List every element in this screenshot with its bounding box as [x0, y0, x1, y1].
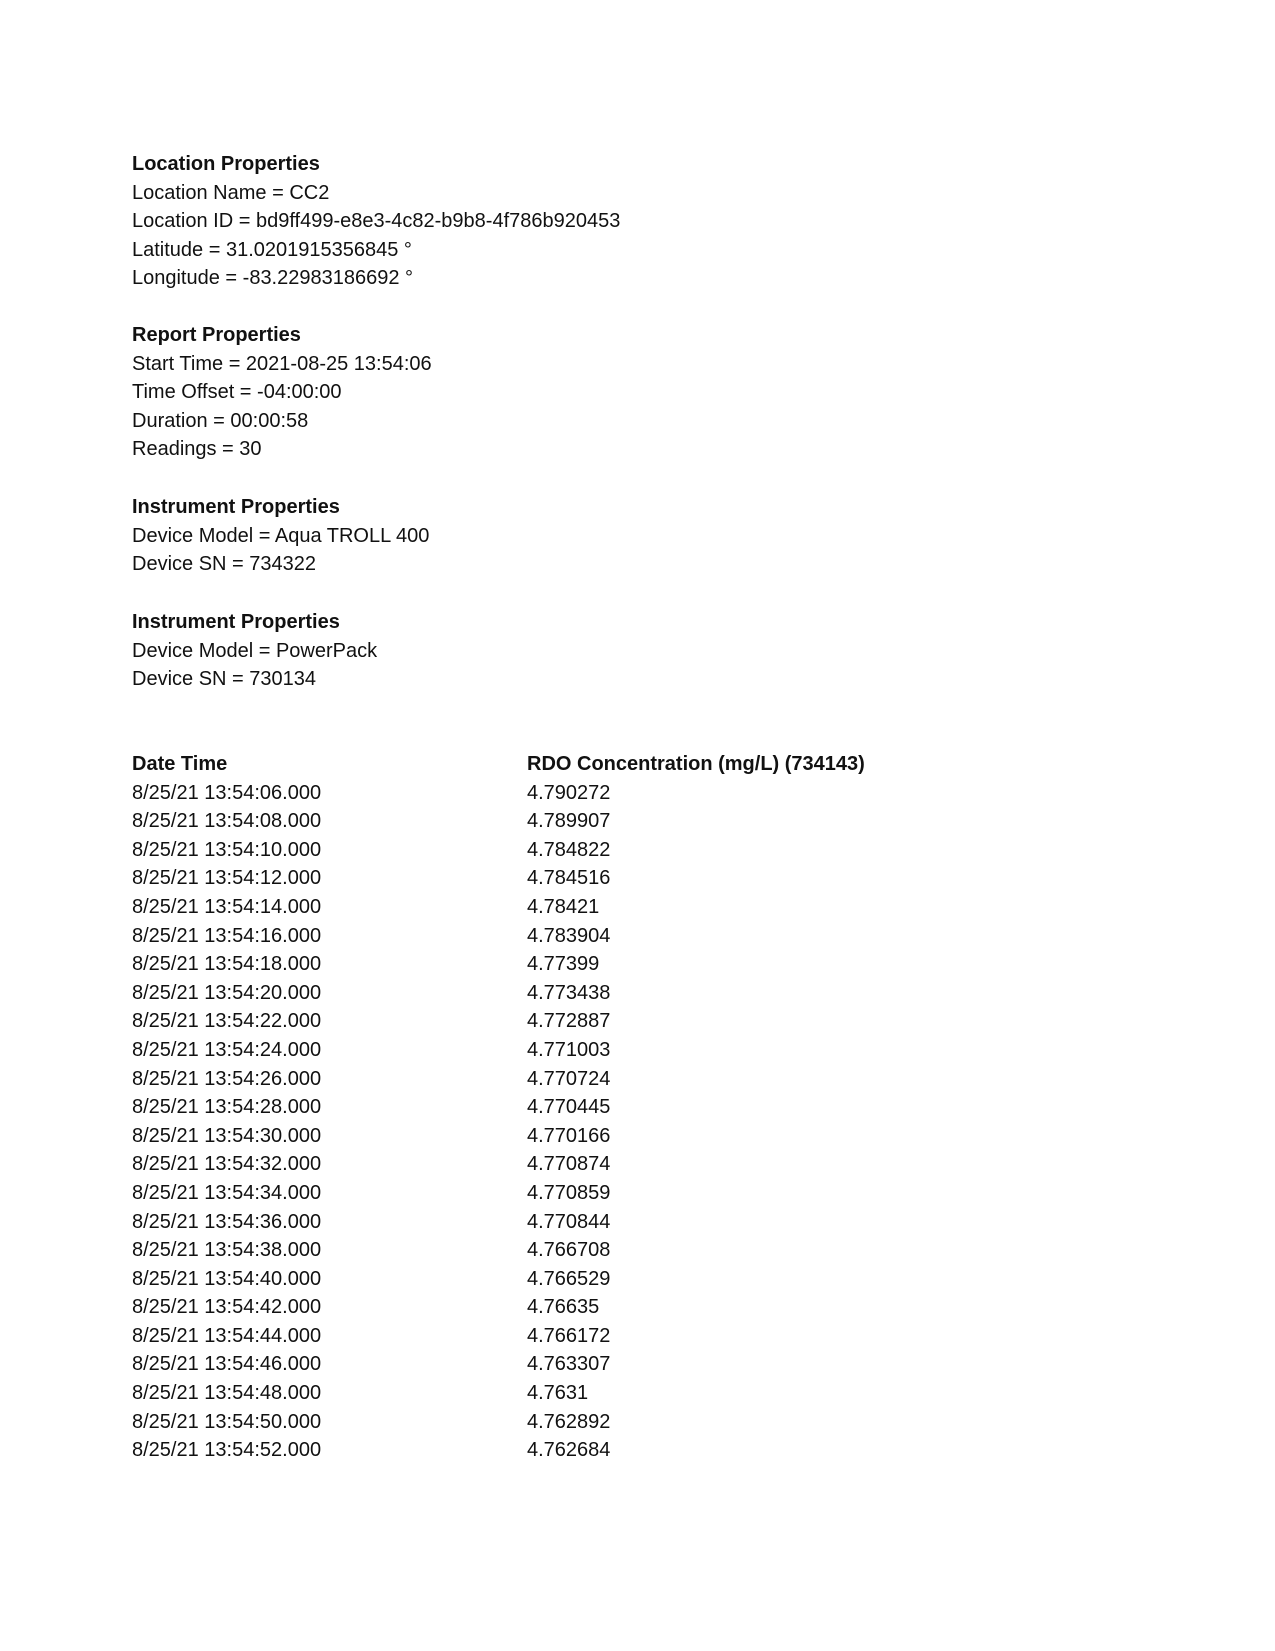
table-body: [132, 779, 1032, 1465]
rdo-concentration-cell: 4.770445: [527, 1096, 611, 1119]
table-row: [132, 1293, 1032, 1322]
date-time-cell: 8/25/21 13:54:52.000: [132, 1439, 322, 1462]
rdo-concentration-cell: 4.762892: [527, 1410, 611, 1433]
location-properties-section: [132, 150, 1032, 293]
readings-table: [132, 750, 1032, 1465]
date-time-header: Date Time: [132, 753, 228, 775]
date-time-cell: 8/25/21 13:54:36.000: [132, 1210, 322, 1233]
rdo-concentration-header: RDO Concentration (mg/L) (734143): [527, 753, 865, 775]
date-time-cell: 8/25/21 13:54:18.000: [132, 953, 322, 976]
time-offset-line: Time Offset = -04:00:00: [132, 381, 342, 404]
table-row: [132, 1150, 1032, 1179]
device-model-line-2: Device Model = PowerPack: [132, 639, 378, 662]
date-time-cell: 8/25/21 13:54:16.000: [132, 924, 322, 947]
date-time-cell: 8/25/21 13:54:50.000: [132, 1410, 322, 1433]
rdo-concentration-cell: 4.7631: [527, 1382, 589, 1405]
rdo-concentration-cell: 4.770166: [527, 1124, 611, 1147]
table-row: [132, 836, 1032, 865]
table-row: [132, 1093, 1032, 1122]
date-time-cell: 8/25/21 13:54:40.000: [132, 1267, 322, 1290]
rdo-concentration-cell: 4.772887: [527, 1010, 611, 1033]
table-row: [132, 1065, 1032, 1094]
table-row: [132, 1208, 1032, 1237]
date-time-cell: 8/25/21 13:54:12.000: [132, 867, 322, 890]
rdo-concentration-cell: 4.784516: [527, 867, 611, 890]
table-row: [132, 1322, 1032, 1351]
report-properties-heading: Report Properties: [132, 324, 301, 346]
date-time-cell: 8/25/21 13:54:32.000: [132, 1153, 322, 1176]
rdo-concentration-cell: 4.771003: [527, 1038, 611, 1061]
readings-count-line: Readings = 30: [132, 438, 262, 461]
rdo-concentration-cell: 4.789907: [527, 810, 611, 833]
latitude-line: Latitude = 31.0201915356845 °: [132, 238, 412, 261]
report-properties-section: [132, 321, 1032, 464]
date-time-cell: 8/25/21 13:54:06.000: [132, 781, 322, 804]
date-time-cell: 8/25/21 13:54:44.000: [132, 1324, 322, 1347]
table-row: [132, 979, 1032, 1008]
rdo-concentration-cell: 4.76635: [527, 1296, 600, 1319]
table-row: [132, 950, 1032, 979]
location-name-line: Location Name = CC2: [132, 181, 330, 204]
date-time-cell: 8/25/21 13:54:10.000: [132, 838, 322, 861]
date-time-cell: 8/25/21 13:54:34.000: [132, 1181, 322, 1204]
longitude-line: Longitude = -83.22983186692 °: [132, 267, 414, 290]
date-time-cell: 8/25/21 13:54:20.000: [132, 981, 322, 1004]
rdo-concentration-cell: 4.770844: [527, 1210, 611, 1233]
date-time-cell: 8/25/21 13:54:46.000: [132, 1353, 322, 1376]
rdo-concentration-cell: 4.773438: [527, 981, 611, 1004]
table-header-row: [132, 750, 1032, 779]
table-row: [132, 1007, 1032, 1036]
date-time-cell: 8/25/21 13:54:48.000: [132, 1382, 322, 1405]
location-properties-heading: Location Properties: [132, 153, 320, 175]
rdo-concentration-cell: 4.766172: [527, 1324, 611, 1347]
device-model-line-1: Device Model = Aqua TROLL 400: [132, 524, 430, 547]
date-time-cell: 8/25/21 13:54:28.000: [132, 1096, 322, 1119]
table-row: [132, 893, 1032, 922]
rdo-concentration-cell: 4.78421: [527, 895, 600, 918]
date-time-cell: 8/25/21 13:54:30.000: [132, 1124, 322, 1147]
rdo-concentration-cell: 4.77399: [527, 953, 600, 976]
date-time-cell: 8/25/21 13:54:24.000: [132, 1038, 322, 1061]
date-time-cell: 8/25/21 13:54:08.000: [132, 810, 322, 833]
table-row: [132, 1236, 1032, 1265]
table-row: [132, 1379, 1032, 1408]
device-sn-line-2: Device SN = 730134: [132, 668, 317, 691]
rdo-concentration-cell: 4.766529: [527, 1267, 611, 1290]
date-time-cell: 8/25/21 13:54:38.000: [132, 1239, 322, 1262]
table-row: [132, 1036, 1032, 1065]
date-time-cell: 8/25/21 13:54:22.000: [132, 1010, 322, 1033]
instrument-properties-heading-1: Instrument Properties: [132, 496, 340, 518]
table-row: [132, 1350, 1032, 1379]
table-row: [132, 1122, 1032, 1151]
instrument-properties-heading-2: Instrument Properties: [132, 611, 340, 633]
instrument-properties-section-1: [132, 493, 1032, 579]
rdo-concentration-cell: 4.770859: [527, 1181, 611, 1204]
table-row: [132, 1436, 1032, 1465]
table-row: [132, 1265, 1032, 1294]
date-time-cell: 8/25/21 13:54:26.000: [132, 1067, 322, 1090]
device-sn-line-1: Device SN = 734322: [132, 553, 317, 576]
table-row: [132, 1179, 1032, 1208]
rdo-concentration-cell: 4.784822: [527, 838, 611, 861]
date-time-cell: 8/25/21 13:54:14.000: [132, 895, 322, 918]
rdo-concentration-cell: 4.770724: [527, 1067, 611, 1090]
table-row: [132, 922, 1032, 951]
table-row: [132, 779, 1032, 808]
table-row: [132, 864, 1032, 893]
duration-line: Duration = 00:00:58: [132, 409, 309, 432]
date-time-cell: 8/25/21 13:54:42.000: [132, 1296, 322, 1319]
table-row: [132, 1408, 1032, 1437]
instrument-properties-section-2: [132, 608, 1032, 694]
rdo-concentration-cell: 4.770874: [527, 1153, 611, 1176]
start-time-line: Start Time = 2021-08-25 13:54:06: [132, 352, 432, 375]
rdo-concentration-cell: 4.763307: [527, 1353, 611, 1376]
table-row: [132, 807, 1032, 836]
rdo-concentration-cell: 4.783904: [527, 924, 611, 947]
rdo-concentration-cell: 4.766708: [527, 1239, 611, 1262]
location-id-line: Location ID = bd9ff499-e8e3-4c82-b9b8-4f786b920453: [132, 210, 621, 233]
rdo-concentration-cell: 4.762684: [527, 1439, 611, 1462]
rdo-concentration-cell: 4.790272: [527, 781, 611, 804]
